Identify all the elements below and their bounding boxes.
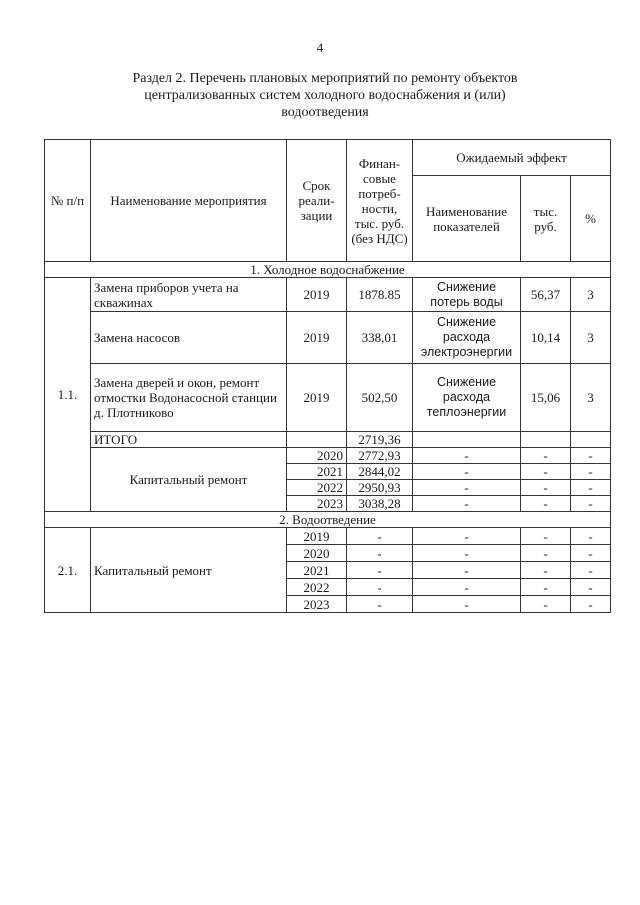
section-title <box>70 70 580 121</box>
capital-repair-label: Капитальный ремонт <box>91 448 287 512</box>
table-row <box>45 528 611 545</box>
percent-cell: 3 <box>571 364 611 432</box>
amount-cell: 3038,28 <box>347 496 413 512</box>
indicator-cell: - <box>413 480 521 496</box>
percent-cell: - <box>571 579 611 596</box>
indicator-cell: - <box>413 528 521 545</box>
capital-repair-label: Капитальный ремонт <box>91 528 287 613</box>
thousand-cell: 10,14 <box>521 312 571 364</box>
indicator-cell: - <box>413 464 521 480</box>
indicator-cell: - <box>413 496 521 512</box>
amount-cell: 502,50 <box>347 364 413 432</box>
thousand-cell: - <box>521 448 571 464</box>
year-cell: 2020 <box>287 545 347 562</box>
section-title-line: водоотведения <box>281 105 369 120</box>
total-label: ИТОГО <box>91 432 287 448</box>
section-heading: 2. Водоотведение <box>45 512 611 528</box>
percent-cell: - <box>571 480 611 496</box>
measure-name: Замена дверей и окон, ремонт отмостки Водонасосной станции д. Плотниково <box>91 364 287 432</box>
empty-cell <box>571 432 611 448</box>
header-num: № п/п <box>45 140 91 262</box>
thousand-cell: 56,37 <box>521 278 571 312</box>
table-row <box>45 278 611 312</box>
year-cell: 2019 <box>287 312 347 364</box>
thousand-cell: - <box>521 528 571 545</box>
table-row <box>45 364 611 432</box>
header-indicator: Наименование показателей <box>413 176 521 262</box>
amount-cell: 2950,93 <box>347 480 413 496</box>
year-cell: 2020 <box>287 448 347 464</box>
year-cell: 2022 <box>287 579 347 596</box>
empty-cell <box>413 432 521 448</box>
item-number: 1.1. <box>45 278 91 512</box>
measure-name: Замена насосов <box>91 312 287 364</box>
section-title-line: Раздел 2. Перечень плановых мероприятий по ремонту объектов <box>132 71 518 86</box>
empty-cell <box>521 432 571 448</box>
year-cell: 2021 <box>287 562 347 579</box>
empty-cell <box>287 432 347 448</box>
amount-cell: - <box>347 579 413 596</box>
header-finance: Финан-совые потреб-ности, тыс. руб. (без НДС) <box>347 140 413 262</box>
indicator-cell: - <box>413 579 521 596</box>
measure-name: Замена приборов учета на скважинах <box>91 278 287 312</box>
thousand-cell: - <box>521 464 571 480</box>
header-effect: Ожидаемый эффект <box>413 140 611 176</box>
total-row <box>45 432 611 448</box>
percent-cell: - <box>571 596 611 613</box>
plan-table <box>44 139 611 613</box>
total-amount: 2719,36 <box>347 432 413 448</box>
section-title-line: централизованных систем холодного водоснабжения и (или) <box>144 88 506 103</box>
thousand-cell: - <box>521 545 571 562</box>
header-thousand: тыс. руб. <box>521 176 571 262</box>
header-percent: % <box>571 176 611 262</box>
indicator-cell: - <box>413 562 521 579</box>
indicator-cell: Снижение расхода теплоэнергии <box>413 364 521 432</box>
section-heading-row <box>45 512 611 528</box>
item-number: 2.1. <box>45 528 91 613</box>
table-row <box>45 312 611 364</box>
indicator-cell: Снижение расхода электроэнергии <box>413 312 521 364</box>
percent-cell: - <box>571 545 611 562</box>
header-name: Наименование мероприятия <box>91 140 287 262</box>
percent-cell: - <box>571 496 611 512</box>
year-cell: 2019 <box>287 528 347 545</box>
year-cell: 2022 <box>287 480 347 496</box>
amount-cell: 338,01 <box>347 312 413 364</box>
page-number: 4 <box>316 40 324 55</box>
amount-cell: 2844,02 <box>347 464 413 480</box>
indicator-cell: - <box>413 448 521 464</box>
year-cell: 2023 <box>287 596 347 613</box>
section-heading: 1. Холодное водоснабжение <box>45 262 611 278</box>
percent-cell: - <box>571 562 611 579</box>
amount-cell: - <box>347 562 413 579</box>
header-term: Срок реали-зации <box>287 140 347 262</box>
thousand-cell: 15,06 <box>521 364 571 432</box>
thousand-cell: - <box>521 562 571 579</box>
thousand-cell: - <box>521 496 571 512</box>
year-cell: 2019 <box>287 278 347 312</box>
year-cell: 2019 <box>287 364 347 432</box>
amount-cell: - <box>347 545 413 562</box>
percent-cell: - <box>571 528 611 545</box>
amount-cell: - <box>347 596 413 613</box>
indicator-cell: - <box>413 545 521 562</box>
percent-cell: 3 <box>571 312 611 364</box>
section-heading-row <box>45 262 611 278</box>
amount-cell: - <box>347 528 413 545</box>
year-cell: 2023 <box>287 496 347 512</box>
amount-cell: 1878.85 <box>347 278 413 312</box>
percent-cell: - <box>571 448 611 464</box>
percent-cell: 3 <box>571 278 611 312</box>
thousand-cell: - <box>521 579 571 596</box>
thousand-cell: - <box>521 596 571 613</box>
table-row <box>45 448 611 464</box>
percent-cell: - <box>571 464 611 480</box>
thousand-cell: - <box>521 480 571 496</box>
indicator-cell: - <box>413 596 521 613</box>
amount-cell: 2772,93 <box>347 448 413 464</box>
year-cell: 2021 <box>287 464 347 480</box>
indicator-cell: Снижение потерь воды <box>413 278 521 312</box>
